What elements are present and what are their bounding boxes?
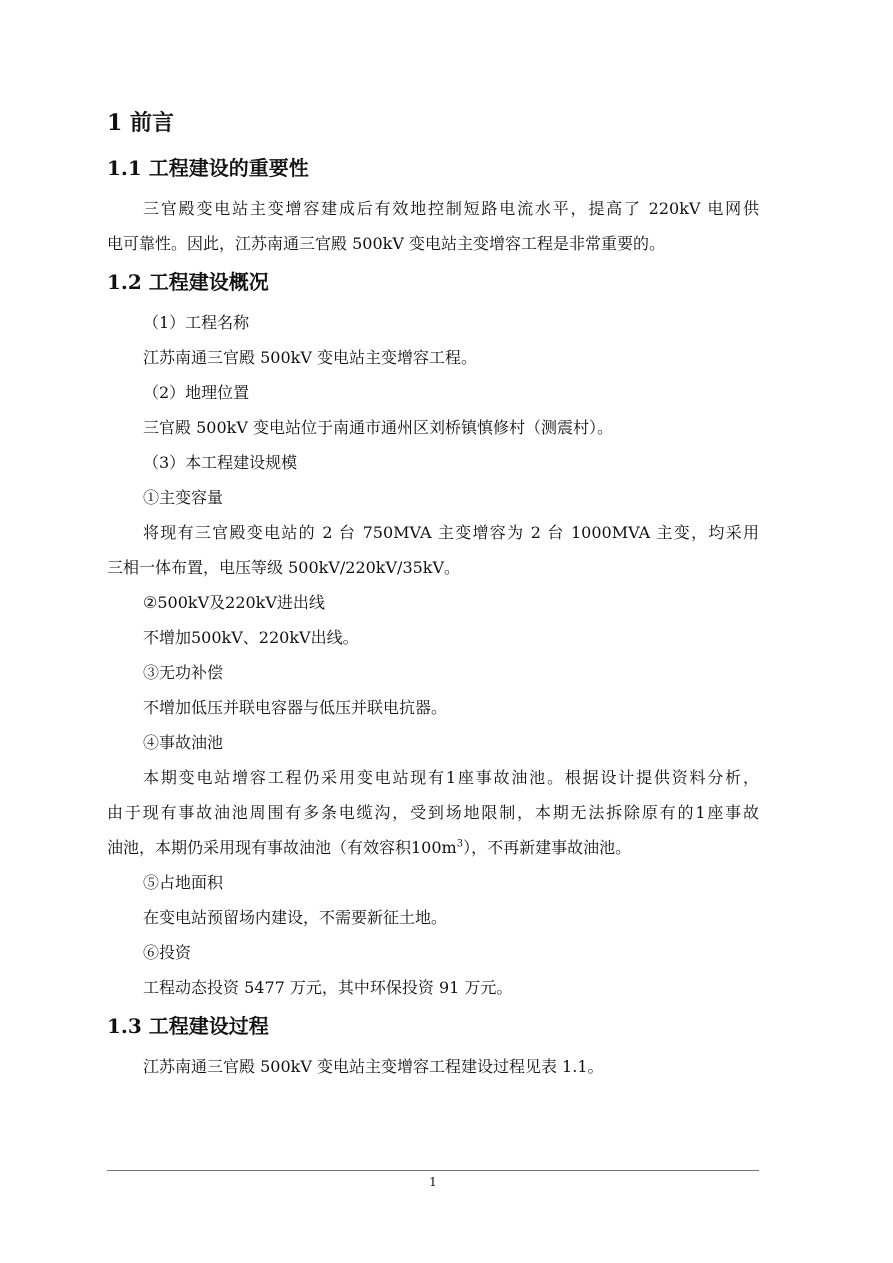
sub6-text: 工程动态投资 5477 万元，其中环保投资 91 万元。 [143,978,513,997]
cubic-superscript: 3 [456,838,464,850]
sub4-line3-start: 油池，本期仍采用现有事故油池（有效容积100m [107,838,457,857]
sec1-1-para-line2: 电可靠性。因此，江苏南通三官殿 500kV 变电站主变增容工程是非常重要的。 [107,234,665,253]
sub4-line3-end: ），不再新建事故油池。 [463,838,632,857]
footer-divider [107,1170,759,1171]
item2-text: 三官殿 500kV 变电站位于南通市通州区刘桥镇慎修村（测震村）。 [143,418,613,437]
sub5-label: ⑤占地面积 [143,873,224,892]
page-number: 1 [429,1175,437,1189]
sub3-text: 不增加低压并联电容器与低压并联电抗器。 [143,698,448,717]
item1-text: 江苏南通三官殿 500kV 变电站主变增容工程。 [143,348,477,367]
sub4-line2: 由于现有事故油池周围有多条电缆沟，受到场地限制，本期无法拆除原有的1座事故 [107,803,759,822]
sec1-3-para: 江苏南通三官殿 500kV 变电站主变增容工程建设过程见表 1.1。 [143,1057,604,1076]
section-1-1-heading: 1.1 工程建设的重要性 [107,156,309,180]
item3-label: （3）本工程建设规模 [143,453,298,472]
item1-label: （1）工程名称 [143,313,250,332]
sub4-line3 [107,836,759,860]
sub1-line2: 三相一体布置，电压等级 500kV/220kV/35kV。 [107,558,461,577]
section-1-3-heading: 1.3 工程建设过程 [107,1014,269,1038]
sub2-text: 不增加500kV、220kV出线。 [143,628,359,647]
sub1-label: ①主变容量 [143,488,224,507]
sub4-line1: 本期变电站增容工程仍采用变电站现有1座事故油池。根据设计提供资料分析， [143,768,759,787]
sub3-label: ③无功补偿 [143,663,224,682]
section-1-2-heading: 1.2 工程建设概况 [107,270,269,294]
sec1-1-para-line1: 三官殿变电站主变增容建成后有效地控制短路电流水平，提高了 220kV 电网供 [143,199,759,218]
sub2-label: ②500kV及220kV进出线 [143,593,325,612]
chapter-heading: 1 前言 [107,110,174,136]
sub5-text: 在变电站预留场内建设，不需要新征土地。 [143,908,448,927]
item2-label: （2）地理位置 [143,383,250,402]
sub4-label: ④事故油池 [143,733,224,752]
sub1-line1: 将现有三官殿变电站的 2 台 750MVA 主变增容为 2 台 1000MVA 主变，均采用 [143,523,759,542]
sub6-label: ⑥投资 [143,943,192,962]
